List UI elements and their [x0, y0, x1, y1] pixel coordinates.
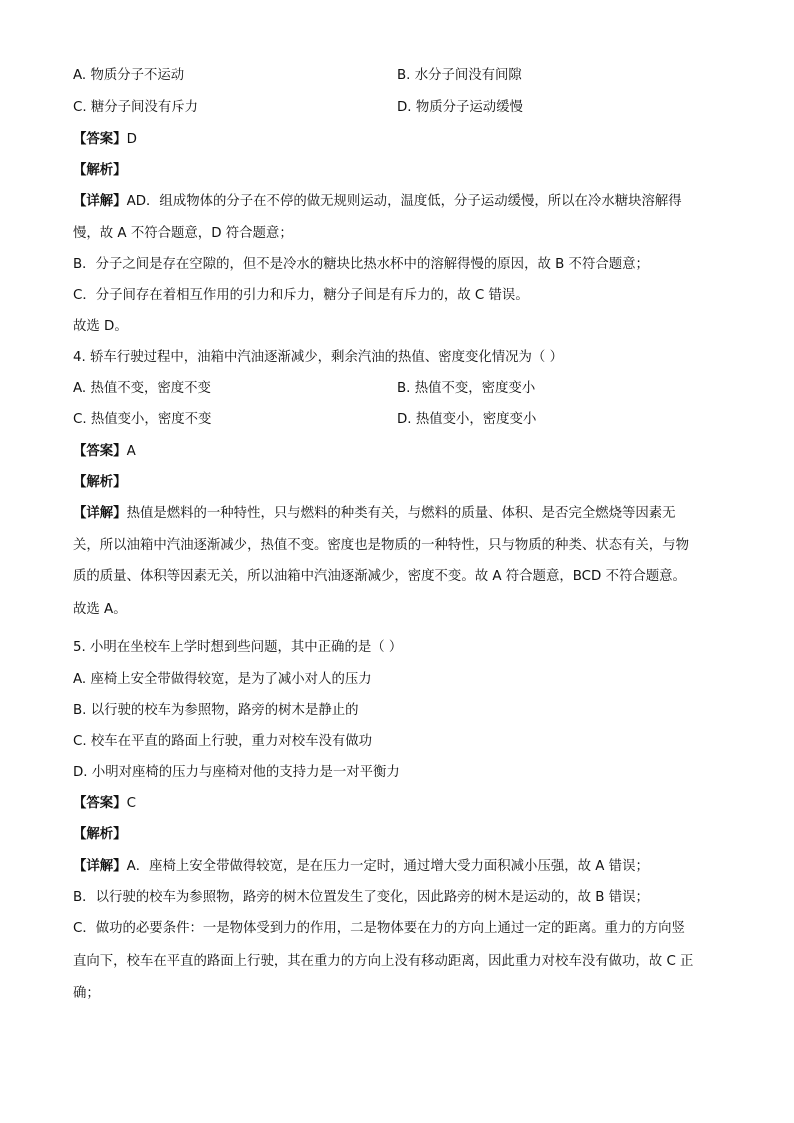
q4-detail-line-3: 质的质量、体积等因素无关，所以油箱中汽油逐渐减少，密度不变。故 A 符合题意，BCD 不符合题意。	[73, 569, 686, 584]
q4-option-a: A. 热值不变，密度不变	[73, 381, 211, 396]
q3-answer	[73, 130, 137, 150]
q5-question: 5. 小明在坐校车上学时想到些问题，其中正确的是（ ）	[73, 640, 403, 655]
q3-analysis-tag: 【解析】	[73, 163, 127, 178]
q3-option-b: B. 水分子间没有间隙	[397, 68, 522, 83]
answer-tag: 【答案】	[73, 796, 127, 811]
q4-option-d: D. 热值变小，密度变小	[397, 412, 537, 427]
q4-detail-line-1: 【详解】热值是燃料的一种特性，只与燃料的种类有关，与燃料的质量、体积、是否完全燃烧等因素无	[73, 506, 676, 521]
q4-analysis-tag: 【解析】	[73, 475, 127, 490]
q3-option-a: A. 物质分子不运动	[73, 68, 185, 83]
q4-option-b: B. 热值不变，密度变小	[397, 381, 536, 396]
q4-conclusion: 故选 A。	[73, 602, 127, 617]
q5-detail-line-3: C．做功的必要条件：一是物体受到力的作用，二是物体要在力的方向上通过一定的距离。重力的方向竖	[73, 921, 685, 936]
q5-option-c: C. 校车在平直的路面上行驶，重力对校车没有做功	[73, 734, 373, 749]
answer-tag: 【答案】	[73, 444, 127, 459]
answer-tag: 【答案】	[73, 132, 127, 147]
q5-option-d: D. 小明对座椅的压力与座椅对他的支持力是一对平衡力	[73, 765, 400, 780]
detail-tag: 【详解】	[73, 194, 127, 209]
q5-analysis-tag: 【解析】	[73, 827, 127, 842]
q4-question: 4. 轿车行驶过程中，油箱中汽油逐渐减少，剩余汽油的热值、密度变化情况为（ ）	[73, 350, 563, 365]
q3-detail-line-1: 【详解】AD．组成物体的分子在不停的做无规则运动，温度低，分子运动缓慢，所以在冷水糖块溶解得	[73, 194, 682, 209]
q5-detail-line-5: 确；	[73, 986, 100, 1001]
q3-conclusion: 故选 D。	[73, 319, 128, 334]
q5-detail-line-4: 直向下，校车在平直的路面上行驶，其在重力的方向上没有移动距离，因此重力对校车没有做功，故 C 正	[73, 954, 694, 969]
q5-option-b: B. 以行驶的校车为参照物，路旁的树木是静止的	[73, 703, 359, 718]
q3-option-d: D. 物质分子运动缓慢	[397, 100, 523, 115]
answer-value: D	[126, 132, 137, 147]
q5-detail-line-2: B．以行驶的校车为参照物，路旁的树木位置发生了变化，因此路旁的树木是运动的，故 B 错误；	[73, 890, 649, 905]
answer-value: A	[126, 444, 136, 459]
q3-option-c: C. 糖分子间没有斥力	[73, 100, 198, 115]
detail-tag: 【详解】	[73, 859, 127, 874]
detail-tag: 【详解】	[73, 506, 127, 521]
answer-value: C	[126, 796, 136, 811]
q4-option-c: C. 热值变小，密度不变	[73, 412, 212, 427]
q3-detail-line-4: C．分子间存在着相互作用的引力和斥力，糖分子间是有斥力的，故 C 错误。	[73, 288, 529, 303]
q5-option-a: A. 座椅上安全带做得较宽，是为了减小对人的压力	[73, 672, 372, 687]
q3-detail-line-3: B．分子之间是存在空隙的，但不是冷水的糖块比热水杯中的溶解得慢的原因，故 B 不符合题意；	[73, 257, 649, 272]
q4-answer	[73, 442, 136, 462]
q4-detail-line-2: 关，所以油箱中汽油逐渐减少，热值不变。密度也是物质的一种特性，只与物质的种类、状态有关，与物	[73, 538, 689, 553]
q5-detail-line-1: 【详解】A．座椅上安全带做得较宽，是在压力一定时，通过增大受力面积减小压强，故 A 错误；	[73, 859, 649, 874]
q3-detail-line-2: 慢，故 A 不符合题意，D 符合题意；	[73, 226, 293, 241]
q5-answer	[73, 794, 136, 814]
